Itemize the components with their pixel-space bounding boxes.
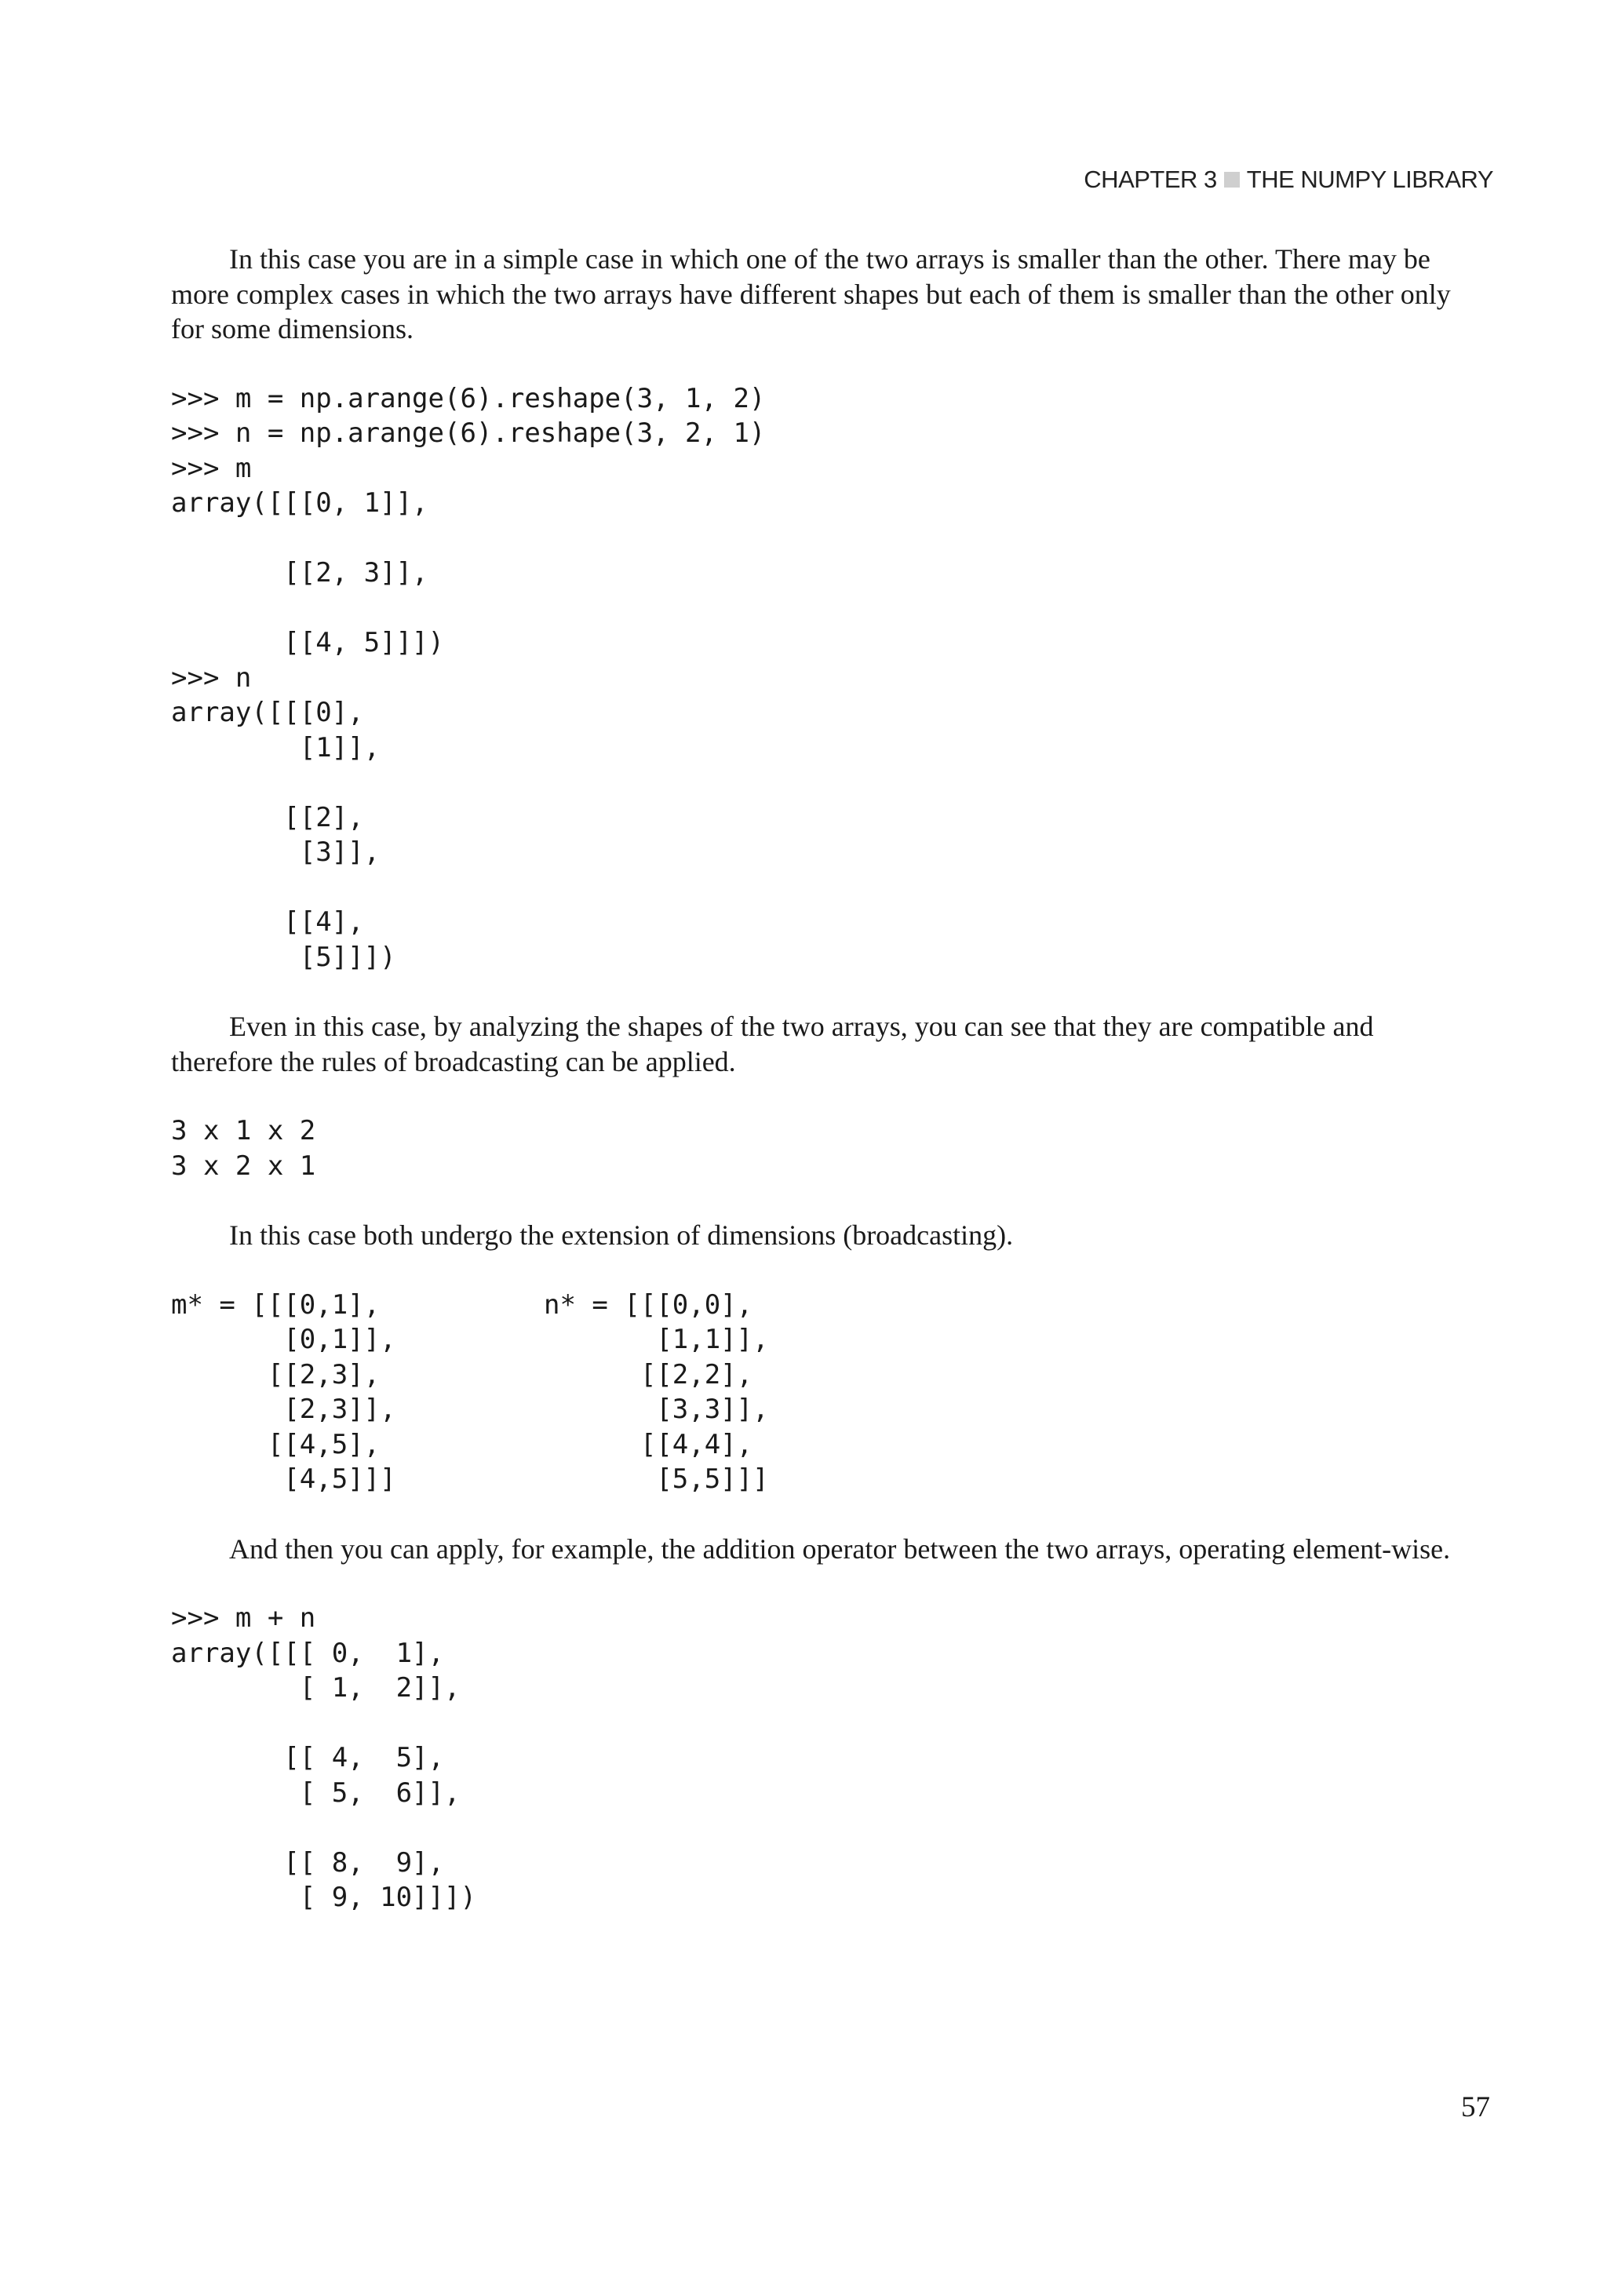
paragraph-extension: In this case both undergo the extension of dimensions (broadcasting). xyxy=(229,1219,1014,1251)
code-block-m-plus-n: >>> m + n array([[[ 0, 1], [ 1, 2]], [[ 4, 5], [ 5, 6]], [[ 8, 9], [ 9, 10]]]) xyxy=(171,1602,476,1913)
page-body xyxy=(171,242,1478,1915)
paragraph-addition: And then you can apply, for example, the addition operator between the two arrays, operating element-wise. xyxy=(229,1532,1451,1565)
code-block-shapes: 3 x 1 x 2 3 x 2 x 1 xyxy=(171,1115,316,1182)
paragraph-intro: In this case you are in a simple case in which one of the two arrays is smaller than the other. There may be more complex cases in which the two arrays have different shapes but each of them is smaller than the other only for some dimensions. xyxy=(171,243,1451,344)
chapter-title: THE NUMPY LIBRARY xyxy=(1246,166,1493,193)
code-block-m-star: m* = [[[0,1], [0,1]], [[2,3], [2,3]], [[4,5], [4,5]]] xyxy=(171,1288,396,1495)
page-number: 57 xyxy=(1461,2091,1490,2123)
paragraph-compatible-shapes: Even in this case, by analyzing the shapes of the two arrays, you can see that they are compatible and therefore the rules of broadcasting can be applied. xyxy=(171,1011,1374,1077)
code-block-define-arrays: >>> m = np.arange(6).reshape(3, 1, 2) >>> n = np.arange(6).reshape(3, 2, 1) >>> m array([[[0, 1]], [[2, 3]], [[4, 5]]]) >>> n array([[[0], [1]], [[2], [3]], [[4], [5]]]) xyxy=(171,382,766,973)
broadcast-arrays xyxy=(171,1288,1478,1497)
header-separator-square xyxy=(1224,172,1240,188)
running-header xyxy=(1084,166,1493,194)
chapter-label: CHAPTER 3 xyxy=(1084,166,1217,193)
code-block-n-star: n* = [[[0,0], [1,1]], [[2,2], [3,3]], [[4,4], [5,5]]] xyxy=(544,1288,769,1495)
